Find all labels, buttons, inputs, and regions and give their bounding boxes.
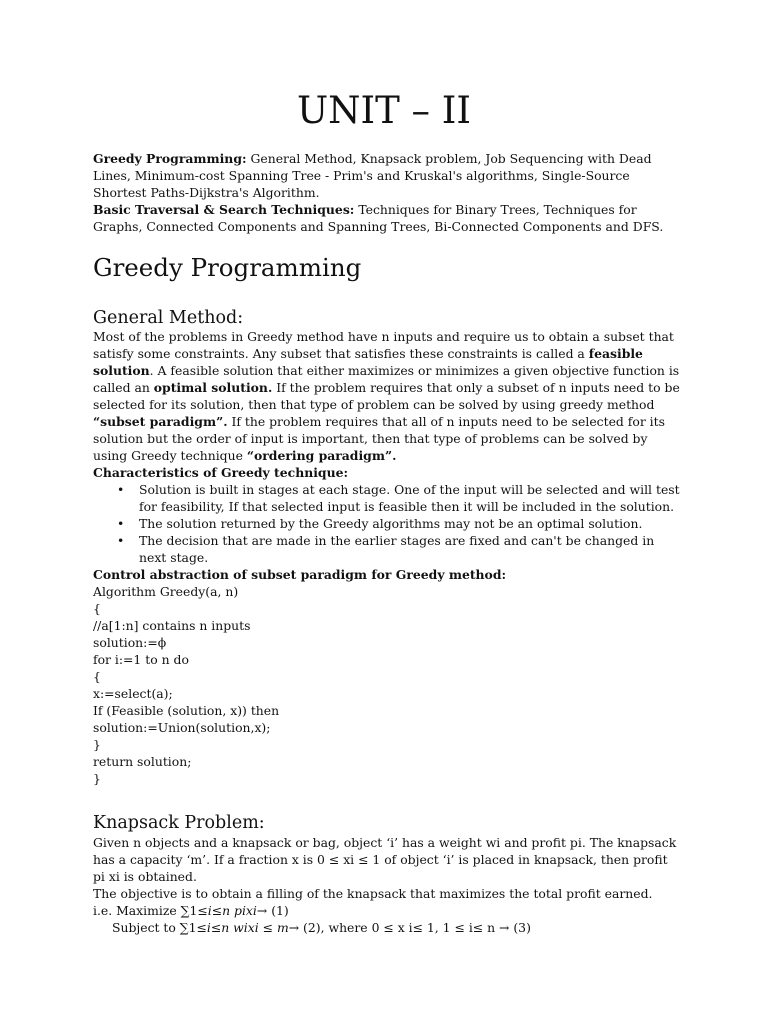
- syllabus-block: [93, 150, 683, 235]
- algorithm-line: }: [93, 737, 101, 752]
- algorithm-line: {: [93, 601, 101, 616]
- general-method-paragraph: [93, 328, 683, 464]
- algorithm-line: {: [93, 669, 101, 684]
- control-abstraction-heading: [93, 566, 683, 583]
- text-run: Most of the problems in Greedy method have n inputs and require us to obtain a subset that satisfy some constraints. Any subset that satisfies these constraints is called a: [93, 329, 674, 361]
- list-item: • Solution is built in stages at each stage. One of the input will be selected and will test for feasibility, If that selected input is feasible then it will be included in the solution.: [139, 481, 683, 515]
- algorithm-line: Algorithm Greedy(a, n): [93, 584, 239, 599]
- algorithm-line: solution:=ϕ: [93, 635, 167, 650]
- knapsack-subject-to: Subject to ∑1≤𝑖≤𝑛 𝑤𝑖𝑥𝑖 ≤ 𝑚→ (2), where 0 ≤ x i≤ 1, 1 ≤ i≤ n → (3): [112, 920, 531, 935]
- knapsack-body: [93, 834, 683, 936]
- knapsack-paragraph-2: The objective is to obtain a filling of the knapsack that maximizes the total profit earned.: [93, 886, 653, 901]
- text-run: . A feasible solution that either maximizes or minimizes a given objective function is called an: [93, 363, 680, 395]
- algorithm-line: return solution;: [93, 754, 192, 769]
- general-method-body: [93, 328, 683, 787]
- text-run: If the problem requires that only a subset of n inputs need to be selected for its solution, then that type of problem can be solved by using greedy method: [93, 380, 680, 412]
- term-optimal-solution: optimal solution.: [153, 380, 273, 395]
- algorithm-line: solution:=Union(solution,x);: [93, 720, 271, 735]
- term-ordering-paradigm: “ordering paradigm”.: [246, 448, 397, 463]
- section-heading-greedy-programming: Greedy Programming: [93, 253, 362, 282]
- text-run: If the problem requires that all of n inputs need to be selected for its solution but the order of input is important, then that type of problems can be solved by using Greedy technique: [93, 414, 665, 463]
- syllabus-traversal: [93, 201, 683, 235]
- syllabus-greedy-text: General Method, Knapsack problem, Job Sequencing with Dead Lines, Minimum-cost Spanning Tree - Prim's and Kruskal's algorithms, Single-Source Shortest Paths-Dijkstra's Algorithm.: [93, 151, 652, 200]
- algorithm-listing: [93, 583, 683, 787]
- heading-knapsack-problem: Knapsack Problem:: [93, 813, 265, 833]
- syllabus-traversal-text: Techniques for Binary Trees, Techniques for Graphs, Connected Components and Spanning Trees, Bi-Connected Components and DFS.: [93, 202, 664, 234]
- algorithm-line: for i:=1 to n do: [93, 652, 189, 667]
- characteristics-list: [93, 481, 683, 566]
- list-item: • The solution returned by the Greedy algorithms may not be an optimal solution.: [139, 515, 683, 532]
- knapsack-maximize: i.e. Maximize ∑1≤𝑖≤𝑛 𝑝𝑖𝑥𝑖→ (1): [93, 903, 289, 918]
- algorithm-line: x:=select(a);: [93, 686, 173, 701]
- characteristics-heading: [93, 464, 683, 481]
- algorithm-line: If (Feasible (solution, x)) then: [93, 703, 280, 718]
- unit-title: UNIT – II: [296, 89, 472, 132]
- algorithm-line: //a[1:n] contains n inputs: [93, 618, 251, 633]
- syllabus-traversal-label: Basic Traversal & Search Techniques:: [93, 202, 355, 217]
- heading-general-method: General Method:: [93, 308, 244, 328]
- syllabus-greedy-label: Greedy Programming:: [93, 151, 247, 166]
- control-abstraction-heading-text: Control abstraction of subset paradigm for Greedy method:: [93, 567, 507, 582]
- term-feasible-solution: feasible solution: [93, 346, 643, 378]
- characteristics-heading-text: Characteristics of Greedy technique:: [93, 465, 349, 480]
- term-subset-paradigm: “subset paradigm”.: [93, 414, 228, 429]
- syllabus-greedy: [93, 150, 683, 201]
- list-item: • The decision that are made in the earlier stages are fixed and can't be changed in next stage.: [139, 532, 683, 566]
- knapsack-paragraph-1: Given n objects and a knapsack or bag, object ‘i’ has a weight wi and profit pi. The knapsack has a capacity ‘m’. If a fraction x is 0 ≤ xi ≤ 1 of object ‘i’ is placed in knapsack, then profit pi xi is obtained.: [93, 835, 677, 884]
- algorithm-line: }: [93, 771, 101, 786]
